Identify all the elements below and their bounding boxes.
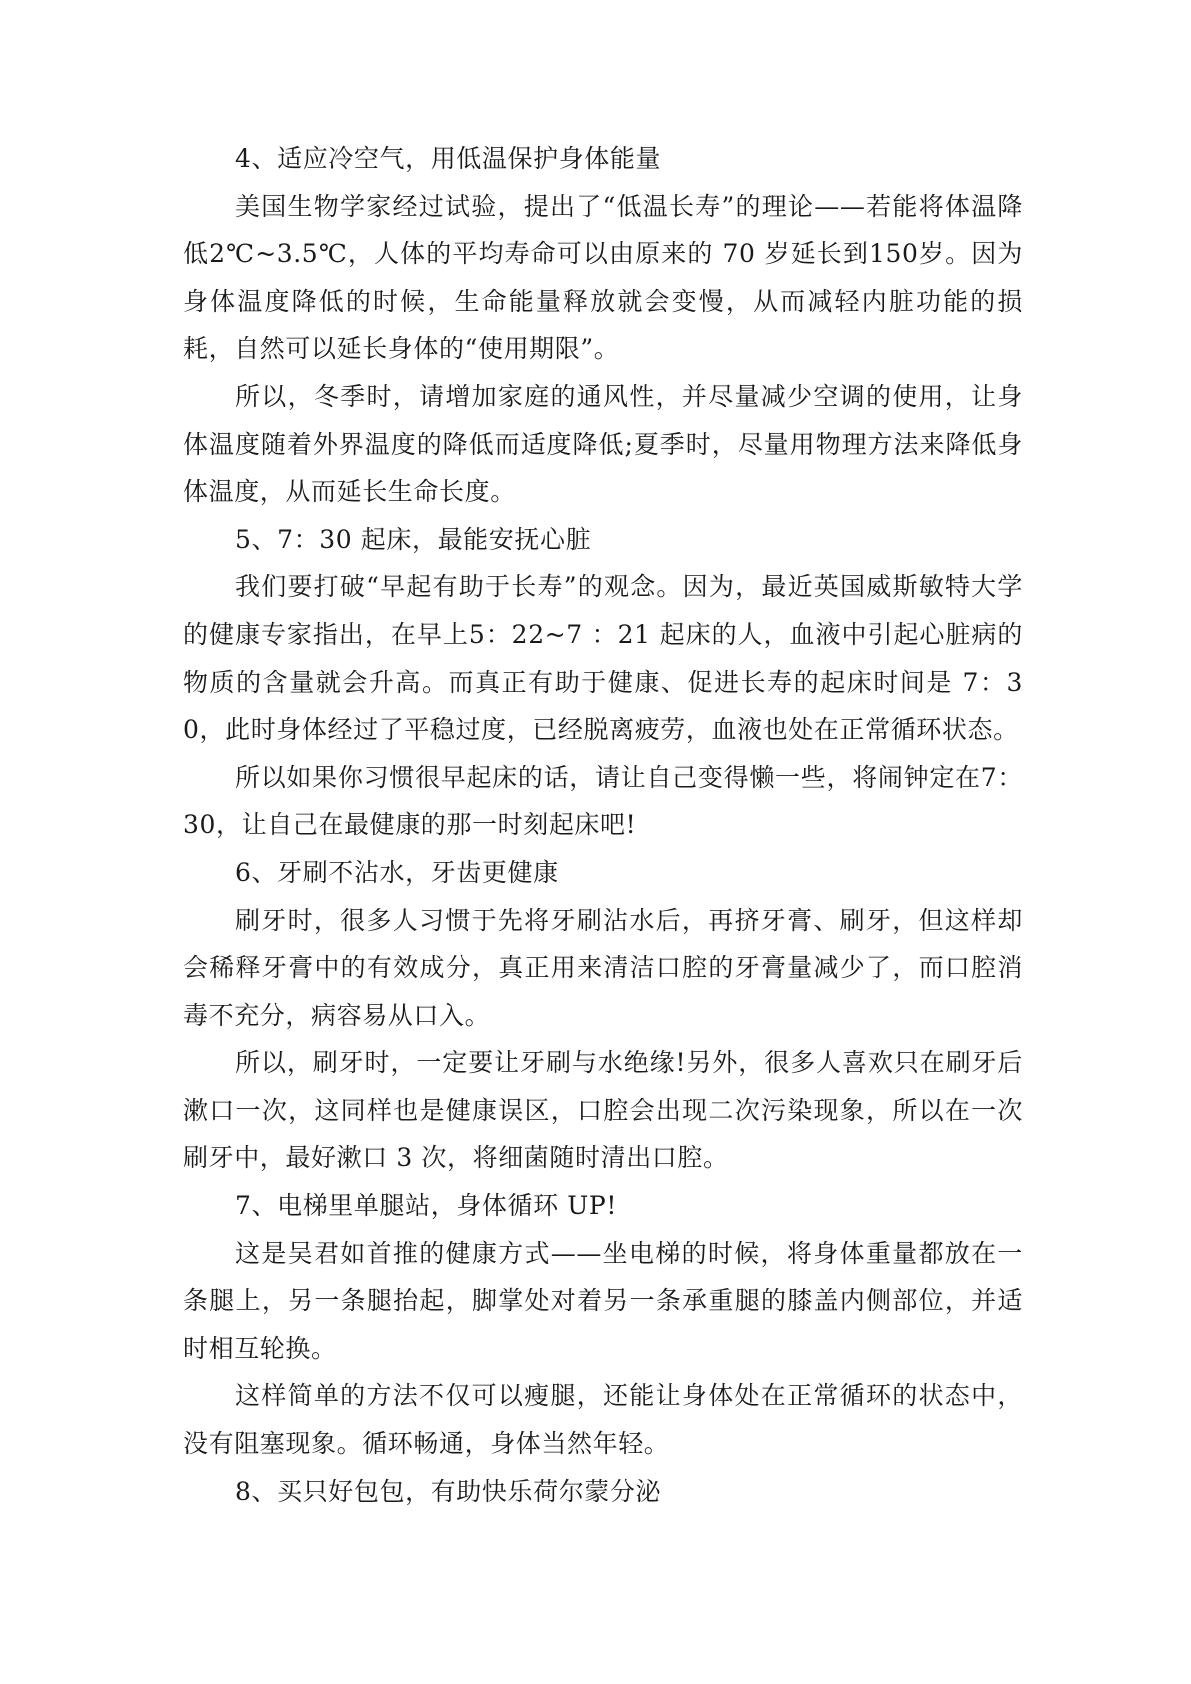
section-heading-7: 7、电梯里单腿站，身体循环 UP! <box>235 1191 617 1221</box>
body-paragraph: 我们要打破“早起有助于长寿”的观念。因为，最近英国威斯敏特大学的健康专家指出，在早上5：22~7 ：21 起床的人，血液中引起心脏病的物质的含量就会升高。而真正有助于健康、促进长寿的起床时间是 7：30，此时身体经过了平稳过度，已经脱离疲劳，血液也处在正常循环状态。 <box>183 572 1023 745</box>
body-paragraph: 所以如果你习惯很早起床的话，请让自己变得懒一些，将闹钟定在7：30，让自己在最健康的那一时刻起床吧! <box>183 762 1023 840</box>
document-body <box>183 135 1023 1515</box>
body-paragraph: 所以，刷牙时，一定要让牙刷与水绝缘!另外，很多人喜欢只在刷牙后漱口一次，这同样也是健康误区，口腔会出现二次污染现象，所以在一次刷牙中，最好漱口 3 次，将细菌随时清出口腔。 <box>183 1048 1023 1173</box>
body-paragraph: 这是吴君如首推的健康方式——坐电梯的时候，将身体重量都放在一条腿上，另一条腿抬起，脚掌处对着另一条承重腿的膝盖内侧部位，并适时相互轮换。 <box>183 1238 1023 1363</box>
section-heading-6: 6、牙刷不沾水，牙齿更健康 <box>235 857 559 887</box>
body-paragraph: 刷牙时，很多人习惯于先将牙刷沾水后，再挤牙膏、刷牙，但这样却会稀释牙膏中的有效成分，真正用来清洁口腔的牙膏量减少了，而口腔消毒不充分，病容易从口入。 <box>183 905 1023 1030</box>
section-heading-4: 4、适应冷空气，用低温保护身体能量 <box>235 144 662 173</box>
body-paragraph: 美国生物学家经过试验，提出了“低温长寿”的理论——若能将体温降低2℃~3.5℃，人体的平均寿命可以由原来的 70 岁延长到150岁。因为身体温度降低的时候，生命能量释放就会变慢，从而减轻内脏功能的损耗，自然可以延长身体的“使用期限”。 <box>183 191 1023 364</box>
body-paragraph: 所以，冬季时，请增加家庭的通风性，并尽量减少空调的使用，让身体温度随着外界温度的降低而适度降低;夏季时，尽量用物理方法来降低身体温度，从而延长生命长度。 <box>183 381 1023 507</box>
body-paragraph: 这样简单的方法不仅可以瘦腿，还能让身体处在正常循环的状态中，没有阻塞现象。循环畅通，身体当然年轻。 <box>183 1381 1023 1459</box>
section-heading-5: 5、7：30 起床，最能安抚心脏 <box>235 524 592 554</box>
section-heading-8: 8、买只好包包，有助快乐荷尔蒙分泌 <box>235 1476 662 1506</box>
